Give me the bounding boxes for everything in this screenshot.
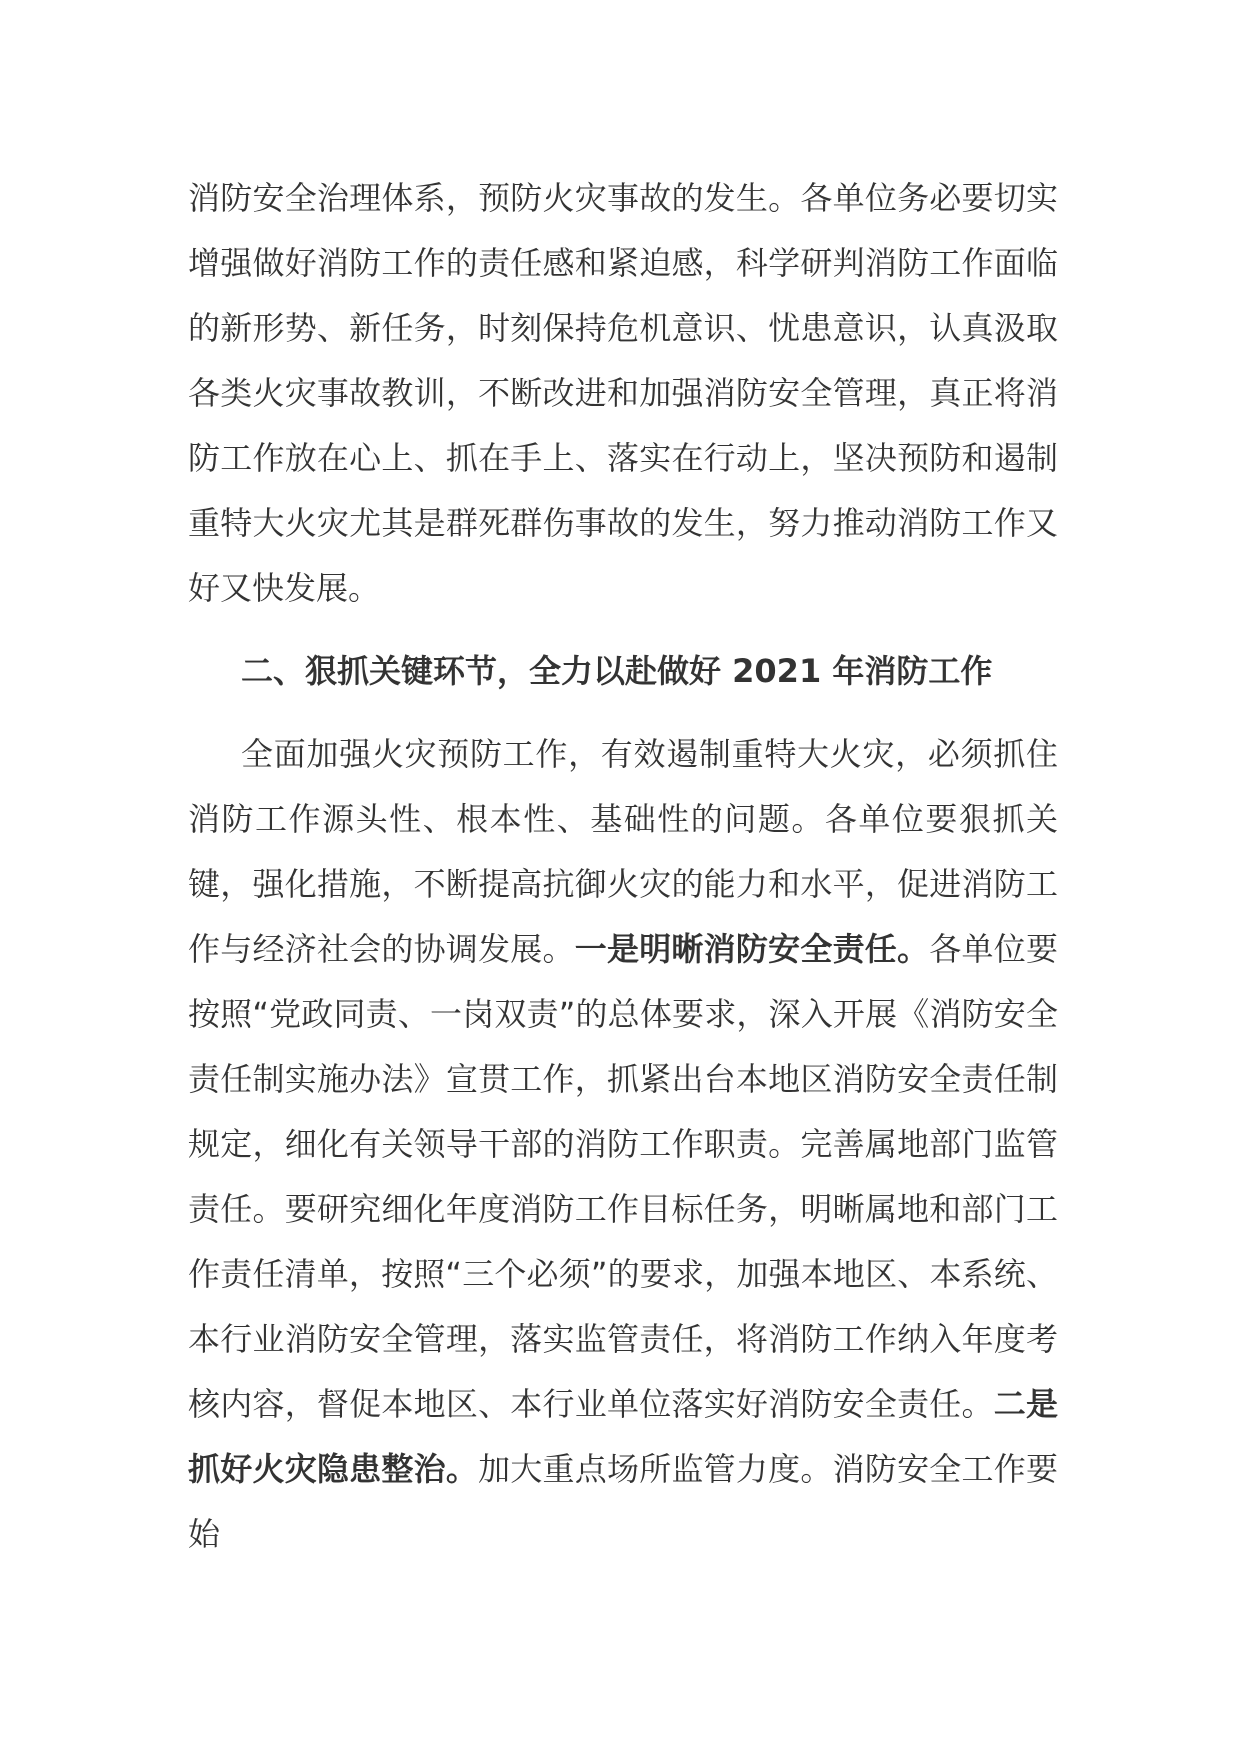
bold-subheading-two: 二是抓好火灾隐患整治。: [188, 1385, 1058, 1488]
paragraph-section-two: [188, 722, 1058, 1567]
paragraph-text: 全面加强火灾预防工作，有效遏制重特大火灾，必须抓住消防工作源头性、根本性、基础性的问题。各单位要狠抓关键，强化措施，不断提高抗御火灾的能力和水平，促进消防工作与经济社会的协调发展。: [188, 735, 1058, 968]
bold-subheading-one: 一是明晰消防安全责任。: [574, 930, 930, 968]
document-body: [188, 166, 1058, 1567]
paragraph-text: 加大重点场所监管力度。消防安全工作要始: [188, 1450, 1058, 1553]
paragraph-continuation: 消防安全治理体系，预防火灾事故的发生。各单位务必要切实增强做好消防工作的责任感和紧迫感，科学研判消防工作面临的新形势、新任务，时刻保持危机意识、忧患意识，认真汲取各类火灾事故教训，不断改进和加强消防安全管理，真正将消防工作放在心上、抓在手上、落实在行动上，坚决预防和遏制重特大火灾尤其是群死群伤事故的发生，努力推动消防工作又好又快发展。: [188, 179, 1058, 607]
section-heading: 二、狠抓关键环节，全力以赴做好 2021 年消防工作: [241, 652, 993, 690]
paragraph-text: 各单位要按照“党政同责、一岗双责”的总体要求，深入开展《消防安全责任制实施办法》宣贯工作，抓紧出台本地区消防安全责任制规定，细化有关领导干部的消防工作职责。完善属地部门监管责任。要研究细化年度消防工作目标任务，明晰属地和部门工作责任清单，按照“三个必须”的要求，加强本地区、本系统、本行业消防安全管理，落实监管责任，将消防工作纳入年度考核内容，督促本地区、本行业单位落实好消防安全责任。: [188, 930, 1058, 1423]
